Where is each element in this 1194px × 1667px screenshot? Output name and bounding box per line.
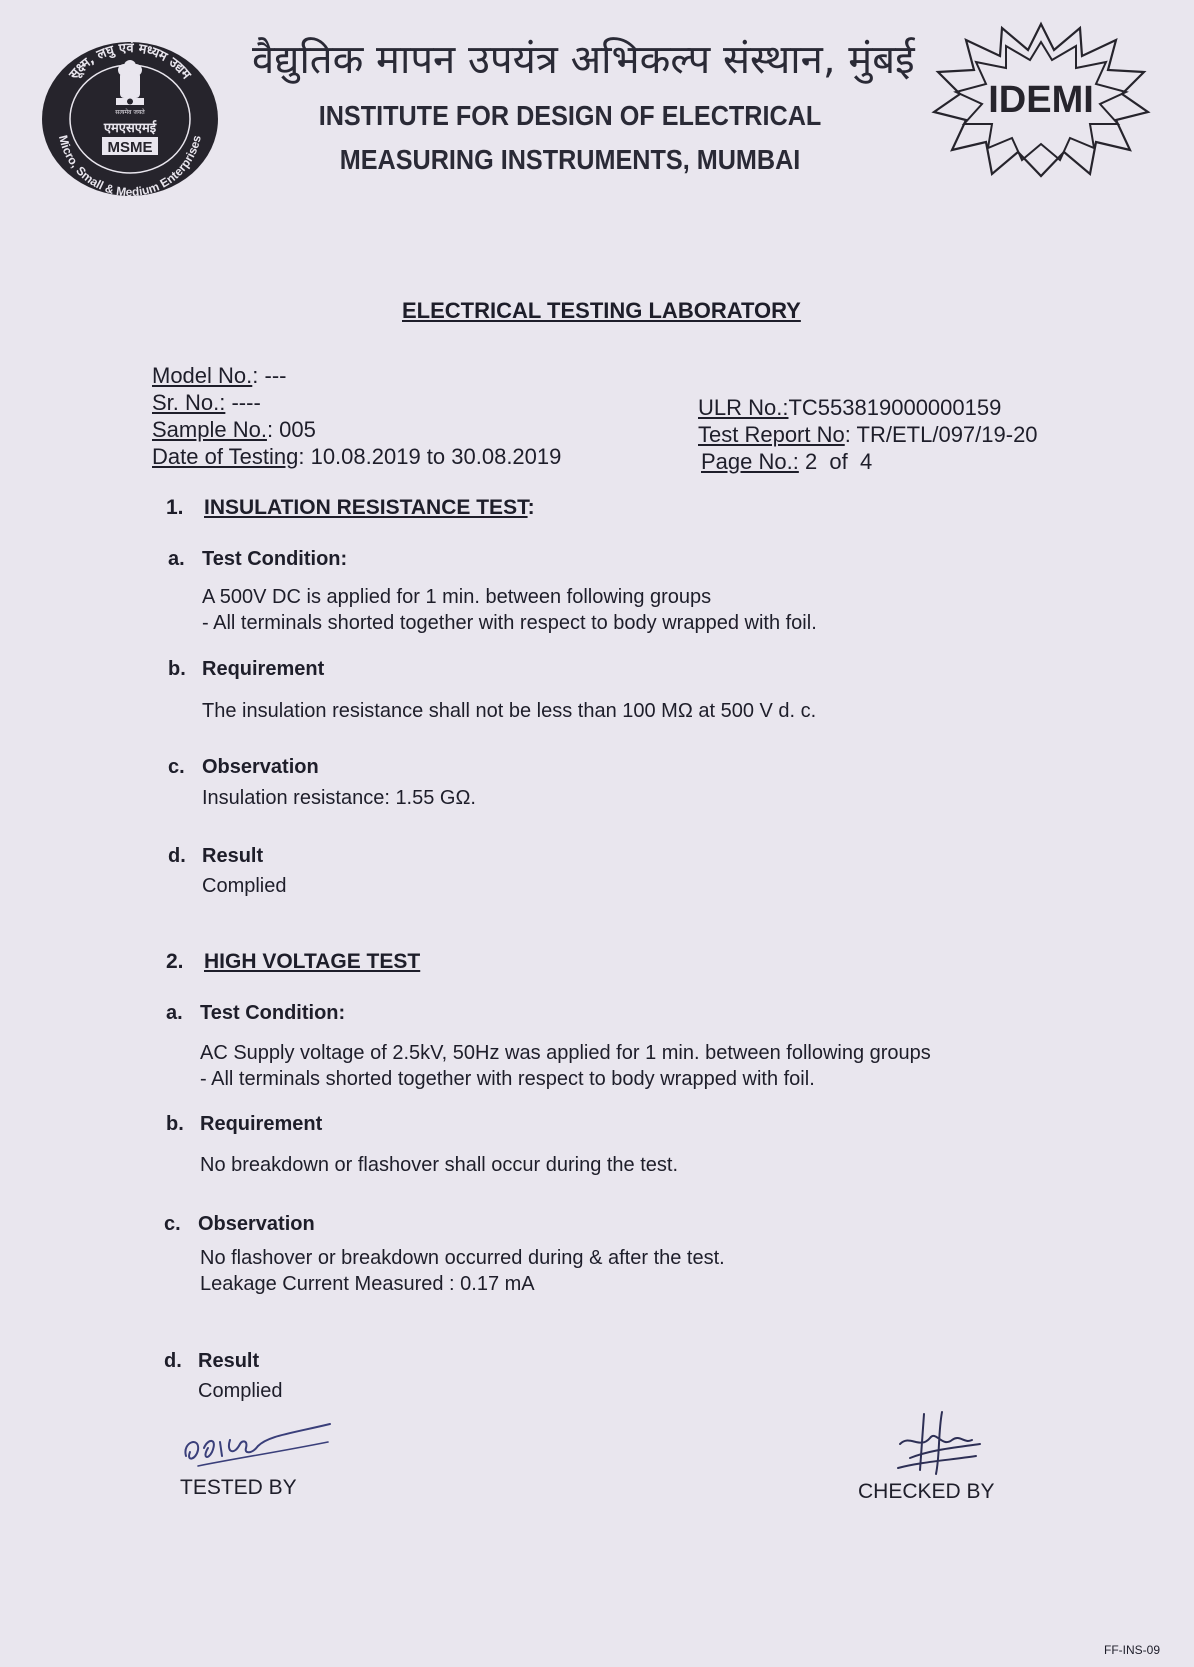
ulr-label: ULR No.: <box>698 395 789 420</box>
date-row <box>152 443 561 470</box>
section2-a-text <box>200 1040 931 1092</box>
section2-a-line1: AC Supply voltage of 2.5kV, 50Hz was applied for 1 min. between following groups <box>200 1042 931 1064</box>
logo-motto-text: सत्यमेव जयते <box>115 109 145 116</box>
section1-a-title: Test Condition: <box>202 548 348 570</box>
institute-hindi-title: वैद्युतिक मापन उपयंत्र अभिकल्प संस्थान, मुंबई <box>252 37 915 83</box>
report-label: Test Report No <box>698 422 845 447</box>
date-value: : 10.08.2019 to 30.08.2019 <box>298 444 562 469</box>
model-value: : --- <box>252 363 287 388</box>
section1-a-line1: A 500V DC is applied for 1 min. between following groups <box>202 586 712 608</box>
section2-a-letter: a. <box>166 1002 183 1024</box>
section2-b-heading <box>166 1113 322 1136</box>
section1-a-letter: a. <box>168 548 185 570</box>
report-row <box>698 421 1038 448</box>
section1-number: 1. <box>166 496 184 519</box>
idemi-logo <box>930 20 1152 180</box>
section1-b-text <box>202 698 816 724</box>
section2-b-text <box>200 1152 678 1178</box>
section2-d-title: Result <box>198 1350 260 1372</box>
section1-c-heading <box>168 756 319 779</box>
section2-b-letter: b. <box>166 1113 184 1135</box>
checked-by-label: CHECKED BY <box>858 1480 995 1503</box>
section1-d-text <box>202 873 286 899</box>
section1-c-line1: Insulation resistance: 1.55 GΩ. <box>202 787 476 809</box>
section2-title: HIGH VOLTAGE TEST <box>204 950 421 973</box>
section1-d-line1: Complied <box>202 875 287 897</box>
logo-english-abbr: MSME <box>107 139 153 156</box>
section1-d-heading <box>168 845 263 868</box>
ulr-row <box>698 394 1038 421</box>
sample-row <box>152 416 561 443</box>
date-label: Date of Testing <box>152 444 299 469</box>
section2-heading <box>166 950 420 974</box>
section2-c-line2: Leakage Current Measured : 0.17 mA <box>200 1273 535 1295</box>
section2-d-heading <box>164 1350 259 1373</box>
section1-a-text <box>202 584 817 636</box>
ulr-value: TC553819000000159 <box>788 395 1002 420</box>
msme-logo <box>40 40 220 198</box>
meta-right <box>698 394 1038 475</box>
report-value: : TR/ETL/097/19-20 <box>844 422 1038 447</box>
section1-b-heading <box>168 658 324 681</box>
institute-title-line2: MEASURING INSTRUMENTS, MUMBAI <box>339 144 801 175</box>
page-value: 2 of 4 <box>798 449 873 474</box>
institute-title-line1: INSTITUTE FOR DESIGN OF ELECTRICAL <box>318 100 822 131</box>
section2-c-line1: No flashover or breakdown occurred during & after the test. <box>200 1247 725 1269</box>
section1-b-line1: The insulation resistance shall not be less than 100 MΩ at 500 V d. c. <box>202 700 817 722</box>
section2-b-title: Requirement <box>200 1113 323 1135</box>
idemi-logo-text: IDEMI <box>988 79 1094 121</box>
lab-title: ELECTRICAL TESTING LABORATORY <box>402 298 801 323</box>
sample-value: : 005 <box>266 417 316 442</box>
sr-label: Sr. No.: <box>152 390 226 415</box>
section1-b-title: Requirement <box>202 658 325 680</box>
section2-a-line2: - All terminals shorted together with respect to body wrapped with foil. <box>200 1068 815 1090</box>
logo-arc-bottom-text: Micro, Small & Medium Enterprises <box>55 133 204 198</box>
sr-row <box>152 389 561 416</box>
section2-number: 2. <box>166 950 184 973</box>
section1-title-suffix: : <box>527 496 535 519</box>
institute-english-title <box>282 94 858 182</box>
section2-c-heading <box>164 1213 315 1236</box>
meta-left <box>152 362 561 470</box>
section1-heading <box>166 496 535 520</box>
emblem-icon <box>116 60 144 105</box>
page-row <box>698 448 1038 475</box>
page-label: Page No.: <box>701 449 799 474</box>
model-row <box>152 362 561 389</box>
section2-b-line1: No breakdown or flashover shall occur during the test. <box>200 1154 679 1176</box>
section1-a-line2: - All terminals shorted together with respect to body wrapped with foil. <box>202 612 817 634</box>
section2-a-heading <box>166 1002 345 1025</box>
checker-signature <box>880 1404 990 1484</box>
sample-label: Sample No. <box>152 417 267 442</box>
section1-b-letter: b. <box>168 658 186 680</box>
section1-a-heading <box>168 548 347 571</box>
logo-hindi-abbr: एमएसएमई <box>103 121 157 136</box>
section2-c-letter: c. <box>164 1213 181 1235</box>
tested-by-label: TESTED BY <box>180 1476 297 1499</box>
section1-d-letter: d. <box>168 845 186 867</box>
form-code: FF-INS-09 <box>1103 1643 1160 1657</box>
section2-d-letter: d. <box>164 1350 182 1372</box>
section1-c-title: Observation <box>202 756 319 778</box>
sr-value: ---- <box>225 390 261 415</box>
section1-c-letter: c. <box>168 756 185 778</box>
section2-d-line1: Complied <box>198 1380 283 1402</box>
section2-a-title: Test Condition: <box>200 1002 346 1024</box>
section2-c-title: Observation <box>198 1213 315 1235</box>
tester-signature <box>178 1412 338 1472</box>
section2-d-text <box>198 1378 282 1404</box>
section1-title: INSULATION RESISTANCE TEST <box>204 496 528 519</box>
section2-c-text <box>200 1245 725 1297</box>
section1-d-title: Result <box>202 845 264 867</box>
section1-c-text <box>202 785 476 811</box>
model-label: Model No. <box>152 363 253 388</box>
logo-arc-top-text: सूक्ष्म, लघु एवं मध्यम उद्यम <box>66 40 194 83</box>
